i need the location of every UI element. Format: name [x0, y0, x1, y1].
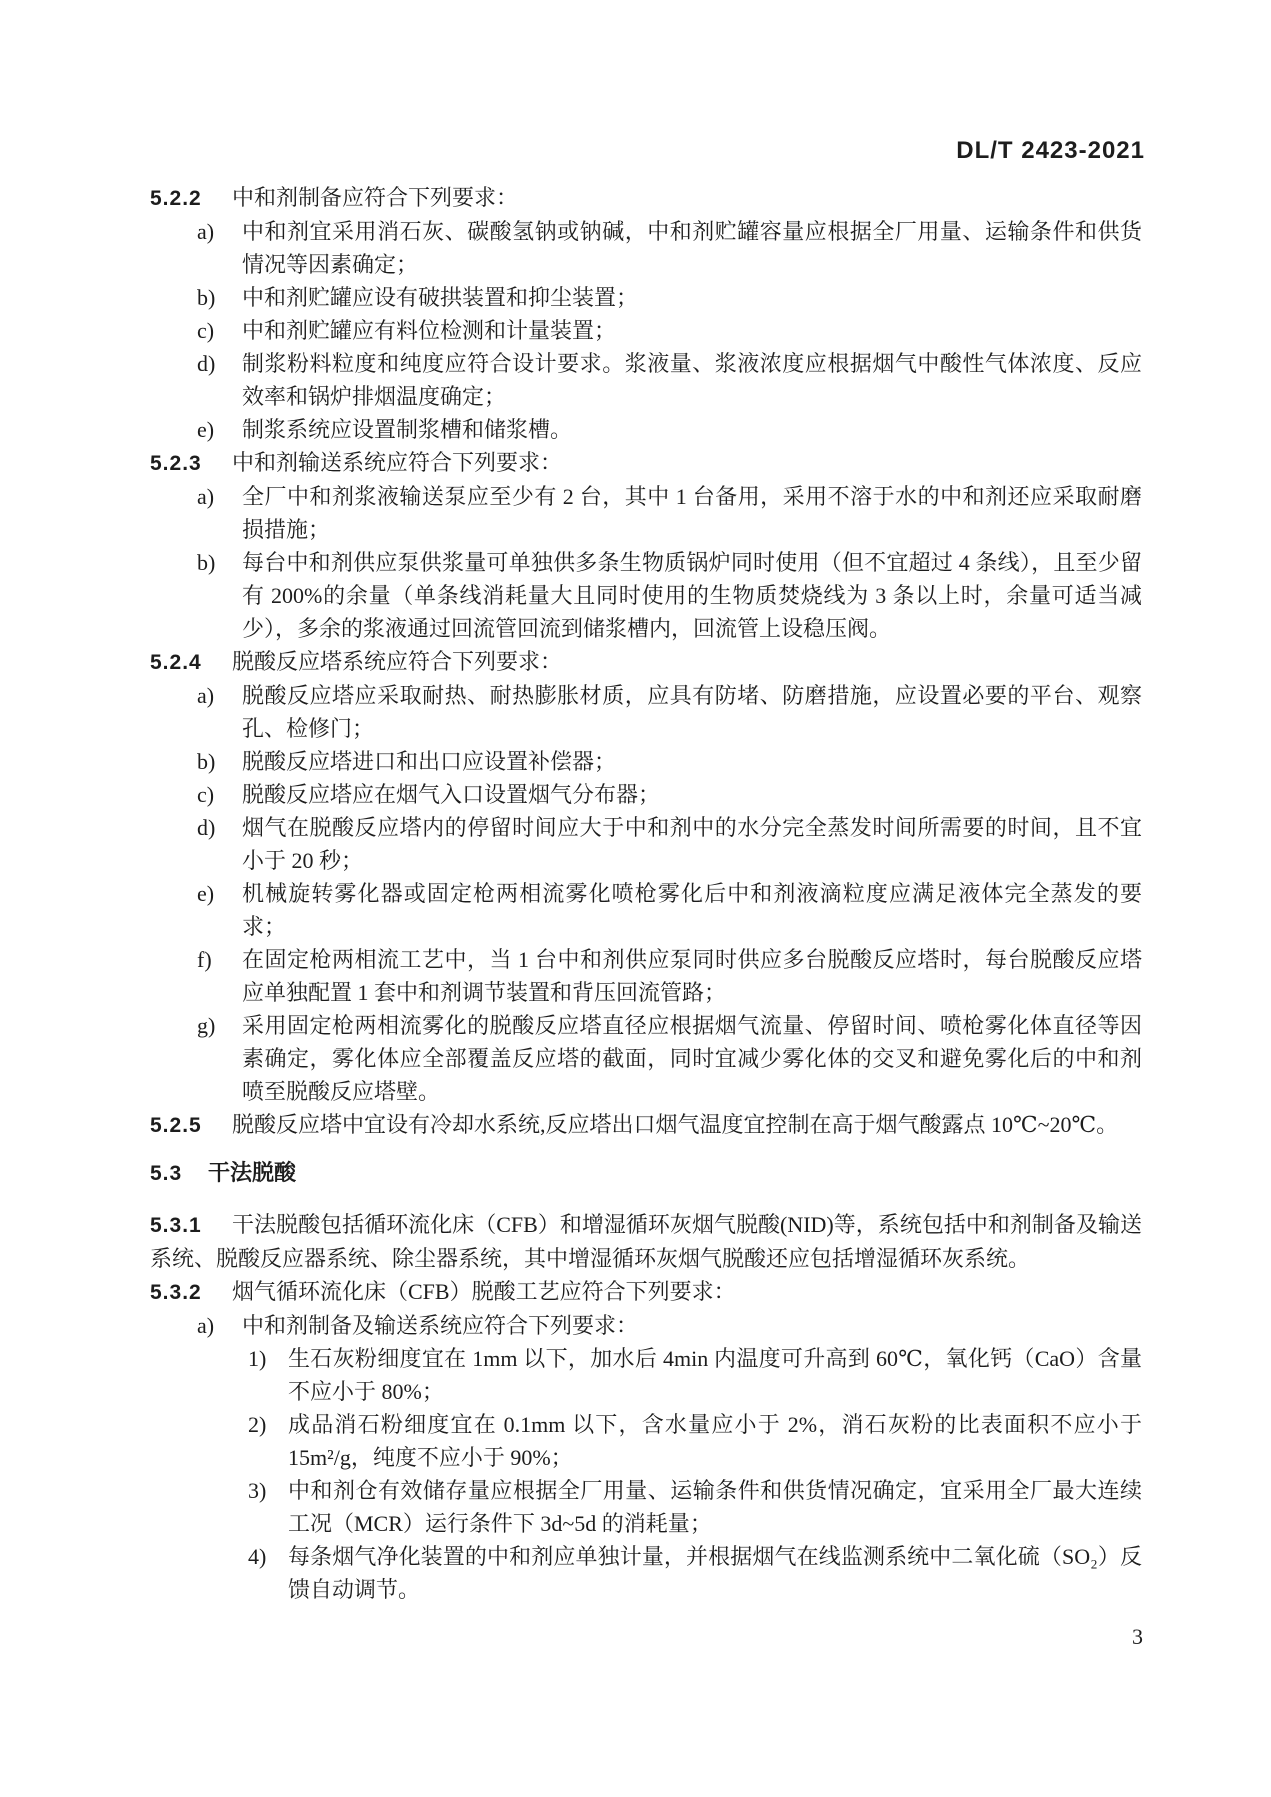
- item-marker: f): [197, 947, 212, 972]
- clause-531: [150, 1208, 1142, 1275]
- list-item-522-c: [150, 314, 1142, 347]
- item-text: 全厂中和剂浆液输送泵应至少有 2 台，其中 1 台备用，采用不溶于水的中和剂还应采取耐磨损措施；: [242, 484, 1142, 542]
- item-text: 中和剂贮罐应设有破拱装置和抑尘装置；: [242, 285, 639, 310]
- clause-text: 中和剂制备应符合下列要求：: [232, 185, 519, 210]
- clause-text: 干法脱酸包括循环流化床（CFB）和增湿循环灰烟气脱酸(NID)等，系统包括中和剂制备及输送系统、脱酸反应器系统、除尘器系统，其中增湿循环灰烟气脱酸还应包括增湿循环灰系统。: [150, 1212, 1142, 1271]
- list-item-522-a: [150, 215, 1142, 281]
- item-marker: g): [197, 1013, 216, 1038]
- item-marker: b): [197, 550, 216, 575]
- clause-number: 5.2.4: [150, 651, 202, 674]
- item-text: 在固定枪两相流工艺中，当 1 台中和剂供应泵同时供应多台脱酸反应塔时，每台脱酸反应塔应单独配置 1 套中和剂调节装置和背压回流管路；: [242, 947, 1142, 1005]
- document-body: [150, 181, 1142, 1606]
- clause-523-intro: [150, 446, 1142, 480]
- item-marker: a): [197, 484, 215, 509]
- list-item-524-b: [150, 745, 1142, 778]
- list-item-524-f: [150, 943, 1142, 1009]
- clause-524-intro: [150, 645, 1142, 679]
- list-item-524-e: [150, 877, 1142, 943]
- item-text: 中和剂宜采用消石灰、碳酸氢钠或钠碱，中和剂贮罐容量应根据全厂用量、运输条件和供货情况等因素确定；: [242, 219, 1142, 277]
- item-text: 制浆系统应设置制浆槽和储浆槽。: [242, 417, 573, 442]
- subitem-marker: 1): [248, 1346, 267, 1371]
- item-marker: b): [197, 749, 216, 774]
- list-item-524-c: [150, 778, 1142, 811]
- sublist-item-532-a-3: [150, 1474, 1142, 1540]
- subitem-text: 中和剂仓有效储存量应根据全厂用量、运输条件和供货情况确定，宜采用全厂最大连续工况（MCR）运行条件下 3d~5d 的消耗量；: [288, 1478, 1142, 1536]
- clause-text: 烟气循环流化床（CFB）脱酸工艺应符合下列要求：: [232, 1279, 736, 1304]
- subitem-marker: 4): [248, 1544, 267, 1569]
- clause-text: 脱酸反应塔系统应符合下列要求：: [232, 649, 563, 674]
- section-number: 5.3: [150, 1162, 183, 1185]
- list-item-524-d: [150, 811, 1142, 877]
- clause-522-intro: [150, 181, 1142, 215]
- clause-text: 脱酸反应塔中宜设有冷却水系统,反应塔出口烟气温度宜控制在高于烟气酸露点 10℃~20℃。: [232, 1112, 1119, 1137]
- list-item-522-b: [150, 281, 1142, 314]
- item-text: 每台中和剂供应泵供浆量可单独供多条生物质锅炉同时使用（但不宜超过 4 条线），且至少留有 200%的余量（单条线消耗量大且同时使用的生物质焚烧线为 3 条以上时，余量可适当减少），多余的浆液通过回流管回流到储浆槽内，回流管上设稳压阀。: [242, 550, 1142, 641]
- section-title: 干法脱酸: [208, 1160, 297, 1185]
- subitem-text: 生石灰粉细度宜在 1mm 以下，加水后 4min 内温度可升高到 60℃，氧化钙（CaO）含量不应小于 80%；: [288, 1346, 1142, 1404]
- clause-number: 5.2.2: [150, 187, 202, 210]
- sublist-item-532-a-1: [150, 1342, 1142, 1408]
- item-marker: c): [197, 318, 215, 343]
- item-text: 制浆粉料粒度和纯度应符合设计要求。浆液量、浆液浓度应根据烟气中酸性气体浓度、反应效率和锅炉排烟温度确定；: [242, 351, 1142, 409]
- clause-number: 5.2.5: [150, 1114, 202, 1137]
- item-text: 中和剂贮罐应有料位检测和计量装置；: [242, 318, 617, 343]
- item-marker: b): [197, 285, 216, 310]
- item-marker: e): [197, 417, 215, 442]
- item-text: 脱酸反应塔进口和出口应设置补偿器；: [242, 749, 617, 774]
- list-item-524-a: [150, 679, 1142, 745]
- clause-525: [150, 1108, 1142, 1142]
- item-marker: d): [197, 815, 216, 840]
- sublist-item-532-a-2: [150, 1408, 1142, 1474]
- list-item-522-d: [150, 347, 1142, 413]
- clause-text: 中和剂输送系统应符合下列要求：: [232, 450, 563, 475]
- list-item-523-a: [150, 480, 1142, 546]
- item-text: 烟气在脱酸反应塔内的停留时间应大于中和剂中的水分完全蒸发时间所需要的时间，且不宜小于 20 秒；: [242, 815, 1142, 873]
- list-item-522-e: [150, 413, 1142, 446]
- page-number: 3: [1132, 1624, 1143, 1649]
- list-item-524-g: [150, 1009, 1142, 1108]
- subitem-text: 成品消石粉细度宜在 0.1mm 以下，含水量应小于 2%，消石灰粉的比表面积不应小于 15m²/g，纯度不应小于 90%；: [288, 1412, 1142, 1470]
- subitem-marker: 2): [248, 1412, 267, 1437]
- item-marker: c): [197, 782, 215, 807]
- item-marker: e): [197, 881, 215, 906]
- list-item-532-a: [150, 1309, 1142, 1342]
- clause-number: 5.2.3: [150, 452, 202, 475]
- item-marker: d): [197, 351, 216, 376]
- item-marker: a): [197, 219, 215, 244]
- subitem-marker: 3): [248, 1478, 267, 1503]
- item-marker: a): [197, 1313, 215, 1338]
- clause-number: 5.3.1: [150, 1214, 202, 1237]
- item-text: 采用固定枪两相流雾化的脱酸反应塔直径应根据烟气流量、停留时间、喷枪雾化体直径等因素确定，雾化体应全部覆盖反应塔的截面，同时宜减少雾化体的交叉和避免雾化后的中和剂喷至脱酸反应塔壁。: [242, 1013, 1142, 1104]
- list-item-523-b: [150, 546, 1142, 645]
- clause-number: 5.3.2: [150, 1281, 202, 1304]
- item-text: 脱酸反应塔应采取耐热、耐热膨胀材质，应具有防堵、防磨措施，应设置必要的平台、观察孔、检修门；: [242, 683, 1142, 741]
- sublist-item-532-a-4: [150, 1540, 1142, 1606]
- section-heading-53: [150, 1156, 1142, 1190]
- item-text: 中和剂制备及输送系统应符合下列要求：: [242, 1313, 639, 1338]
- subitem-text: 每条烟气净化装置的中和剂应单独计量，并根据烟气在线监测系统中二氧化硫（SO₂）反馈自动调节。: [288, 1544, 1142, 1602]
- standard-number-header: DL/T 2423-2021: [956, 137, 1145, 164]
- item-marker: a): [197, 683, 215, 708]
- clause-532-intro: [150, 1275, 1142, 1309]
- item-text: 脱酸反应塔应在烟气入口设置烟气分布器；: [242, 782, 661, 807]
- item-text: 机械旋转雾化器或固定枪两相流雾化喷枪雾化后中和剂液滴粒度应满足液体完全蒸发的要求；: [242, 881, 1142, 939]
